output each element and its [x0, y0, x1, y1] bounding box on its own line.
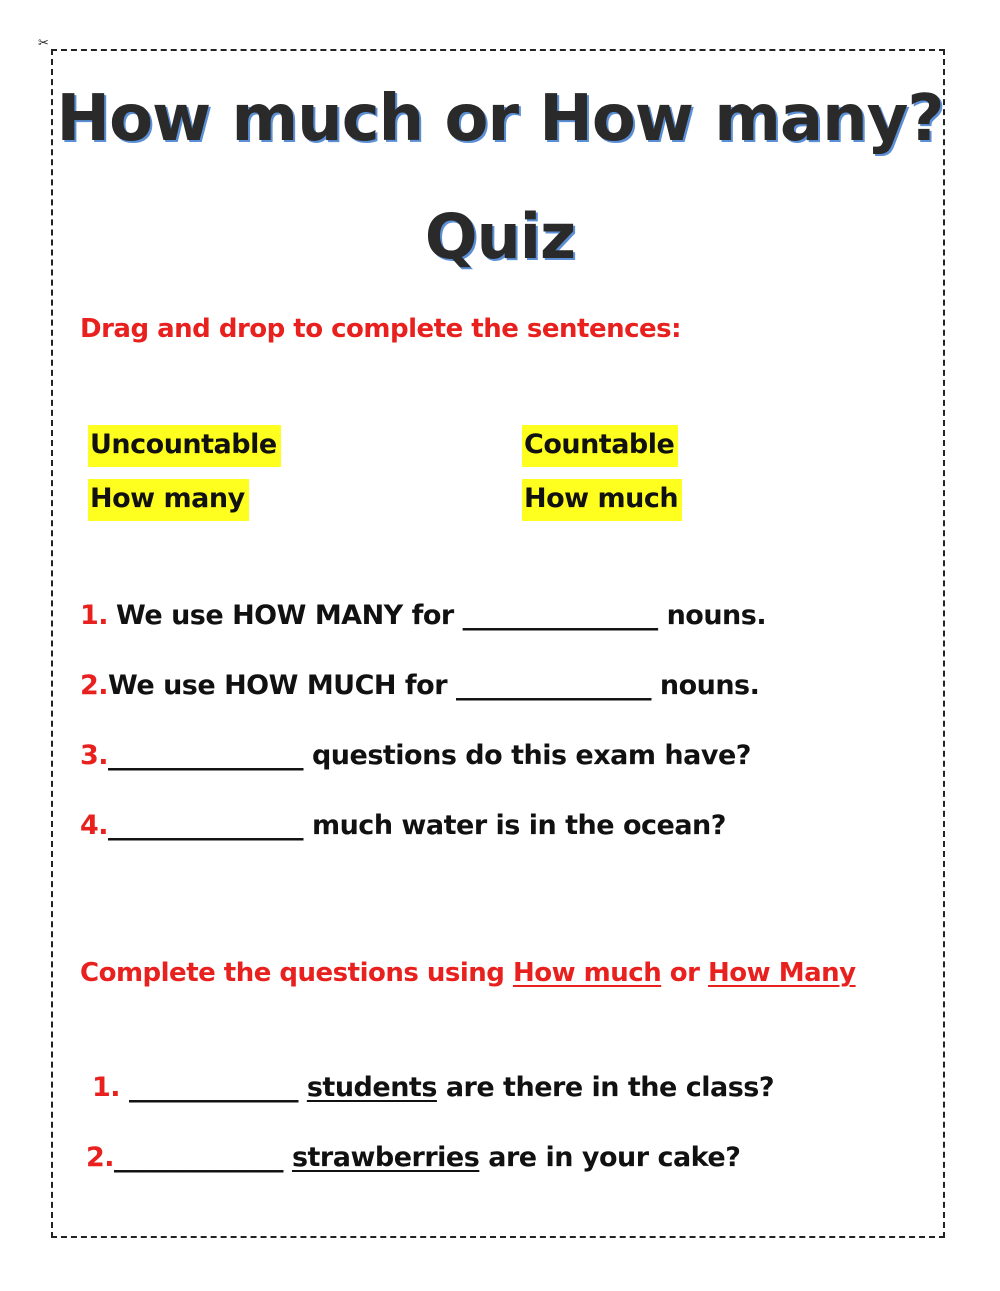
scissors-icon: ✂ — [38, 36, 49, 51]
question-text: questions do this exam have? — [311, 740, 751, 771]
worksheet-title: How much or How many? — [56, 82, 944, 156]
answer-blank[interactable]: _______________ — [108, 810, 304, 841]
question-2 — [80, 670, 759, 701]
question-number: 1. — [92, 1072, 121, 1103]
question-text: nouns. — [659, 670, 760, 701]
question-4 — [80, 810, 726, 841]
question-noun: students — [306, 1072, 437, 1103]
word-bank-item-countable[interactable]: Countable — [522, 425, 678, 467]
worksheet-subtitle: Quiz — [424, 200, 576, 273]
question-number: 3. — [80, 740, 109, 771]
answer-blank[interactable]: _____________ — [128, 1072, 298, 1103]
question-text: We use HOW MANY for — [116, 600, 454, 631]
instruction-text: Complete the questions using — [80, 958, 505, 988]
option-how-much: How much — [512, 958, 662, 988]
answer-blank[interactable]: _______________ — [462, 600, 658, 631]
question-number: 1. — [80, 600, 109, 631]
question-noun: strawberries — [291, 1142, 480, 1173]
question-text: much water is in the ocean? — [311, 810, 726, 841]
question-number: 2. — [80, 670, 109, 701]
word-bank-item-how-much[interactable]: How much — [522, 479, 682, 521]
option-how-many: How Many — [708, 958, 856, 988]
question-1 — [80, 600, 766, 631]
question-text: are in your cake? — [488, 1142, 741, 1173]
question-text: nouns. — [666, 600, 767, 631]
question-3 — [80, 740, 751, 771]
section-2-instruction — [80, 958, 856, 988]
question-text: We use HOW MUCH for — [108, 670, 448, 701]
section-1-instruction: Drag and drop to complete the sentences: — [80, 314, 682, 344]
question-text: are there in the class? — [445, 1072, 775, 1103]
word-bank-item-how-many[interactable]: How many — [88, 479, 249, 521]
answer-blank[interactable]: _____________ — [114, 1142, 284, 1173]
question-number: 4. — [80, 810, 109, 841]
answer-blank[interactable]: _______________ — [455, 670, 651, 701]
complete-question-1 — [92, 1072, 774, 1103]
instruction-connector: or — [669, 958, 700, 988]
word-bank-item-uncountable[interactable]: Uncountable — [88, 425, 281, 467]
answer-blank[interactable]: _______________ — [108, 740, 304, 771]
question-number: 2. — [86, 1142, 115, 1173]
complete-question-2 — [86, 1142, 740, 1173]
